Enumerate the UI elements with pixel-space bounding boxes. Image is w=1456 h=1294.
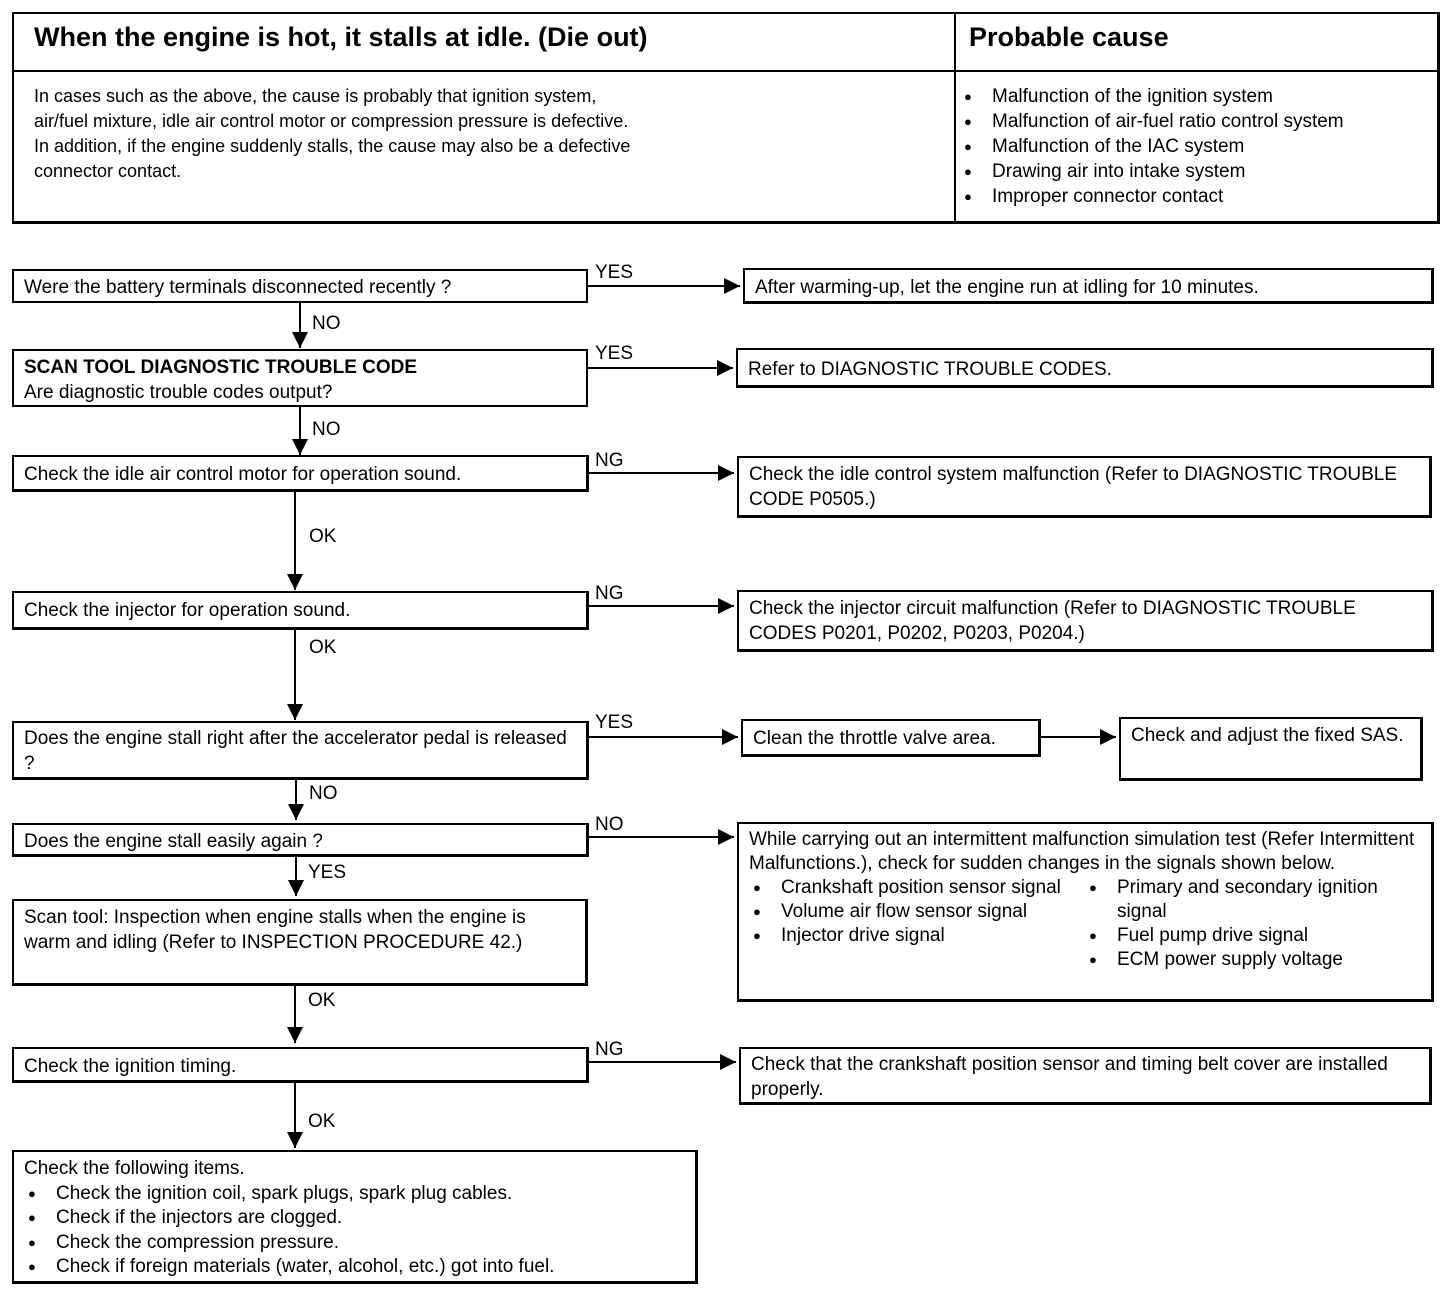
result-text: After warming-up, let the engine run at idling for 10 minutes. [755, 277, 1259, 298]
label-ok: OK [309, 526, 337, 547]
description-line: In addition, if the engine suddenly stalls, the cause may also be a defective [34, 136, 631, 156]
step-heading: SCAN TOOL DIAGNOSTIC TROUBLE CODE [24, 357, 418, 378]
result-crank-sensor-cover [739, 1047, 1432, 1105]
final-check-list [24, 1182, 685, 1280]
label-no: NO [312, 313, 341, 334]
result-intermittent-test [737, 822, 1434, 1002]
step-text: Does the engine stall easily again ? [24, 831, 323, 852]
label-yes: YES [595, 712, 634, 733]
description-line: In cases such as the above, the cause is probably that ignition system, [34, 86, 597, 106]
step-text: Does the engine stall right after the accelerator pedal is released ? [24, 728, 567, 774]
cause-item: ● Malfunction of the ignition system [960, 84, 1430, 109]
label-no: NO [309, 783, 338, 804]
result-adjust-sas [1119, 717, 1423, 781]
check-item: ● Check if foreign materials (water, alcohol, etc.) got into fuel. [24, 1255, 685, 1280]
label-ng: NG [595, 450, 624, 471]
result-text: Check the injector circuit malfunction (Refer to DIAGNOSTIC TROUBLE CODES P0201, P0202, P0203, P0204.) [749, 598, 1356, 644]
step-text: Scan tool: Inspection when engine stalls when the engine is warm and idling (Refer to INSPECTION PROCEDURE 42.) [24, 907, 526, 953]
result-injector-circuit [737, 590, 1434, 652]
check-item: ● Check the ignition coil, spark plugs, spark plug cables. [24, 1182, 685, 1207]
step-injector-sound [12, 591, 589, 630]
step-text: Check the following items. [24, 1158, 245, 1179]
check-item: ● Check the compression pressure. [24, 1231, 685, 1256]
step-text: Are diagnostic trouble codes output? [24, 382, 333, 403]
step-stall-after-pedal [12, 721, 589, 780]
label-yes: YES [308, 862, 347, 883]
cause-item: ● Drawing air into intake system [960, 159, 1430, 184]
signal-item: ● Fuel pump drive signal [1085, 924, 1421, 948]
description-line: connector contact. [34, 161, 182, 181]
label-yes: YES [595, 343, 634, 364]
signal-lists [749, 876, 1421, 972]
probable-cause-title: Probable cause [969, 22, 1169, 52]
result-clean-throttle [741, 719, 1041, 757]
result-text: Check that the crankshaft position sensor and timing belt cover are installed properly. [751, 1054, 1388, 1100]
step-final-checks [12, 1150, 698, 1284]
result-text: Clean the throttle valve area. [753, 728, 996, 749]
label-yes: YES [595, 262, 634, 283]
step-text: Check the idle air control motor for operation sound. [24, 464, 462, 485]
cause-item: ● Malfunction of air-fuel ratio control system [960, 109, 1430, 134]
step-ignition-timing [12, 1047, 589, 1083]
step-text: Check the ignition timing. [24, 1056, 237, 1077]
result-text: Check and adjust the fixed SAS. [1131, 725, 1404, 746]
label-ok: OK [308, 1111, 336, 1132]
result-text: Check the idle control system malfunction (Refer to DIAGNOSTIC TROUBLE CODE P0505.) [749, 464, 1397, 510]
step-scan-tool-dtc [12, 349, 588, 407]
signal-list-left [749, 876, 1085, 972]
result-idle-control [737, 456, 1432, 518]
label-ng: NG [595, 1039, 624, 1060]
result-text: While carrying out an intermittent malfunction simulation test (Refer Intermittent Malfunctions.), check for sudden changes in the signals shown below. [749, 829, 1415, 874]
step-scan-tool-inspection [12, 899, 588, 986]
step-text: Check the injector for operation sound. [24, 600, 351, 621]
signal-item: ● Crankshaft position sensor signal [749, 876, 1085, 900]
label-ng: NG [595, 583, 624, 604]
step-stall-again [12, 823, 589, 857]
label-ok: OK [308, 990, 336, 1011]
check-item: ● Check if the injectors are clogged. [24, 1206, 685, 1231]
result-refer-dtc [736, 348, 1434, 388]
description-line: air/fuel mixture, idle air control motor or compression pressure is defective. [34, 111, 629, 131]
label-no: NO [312, 419, 341, 440]
signal-item: ● Injector drive signal [749, 924, 1085, 948]
step-battery-check [12, 269, 588, 303]
result-warm-up-idle [743, 268, 1434, 304]
signal-item: ● Primary and secondary ignition signal [1085, 876, 1421, 924]
symptom-title: When the engine is hot, it stalls at idle. (Die out) [34, 22, 648, 52]
step-iac-sound [12, 455, 589, 492]
signal-item: ● ECM power supply voltage [1085, 948, 1421, 972]
label-no: NO [595, 814, 624, 835]
signal-list-right [1085, 876, 1421, 972]
signal-item: ● Volume air flow sensor signal [749, 900, 1085, 924]
result-text: Refer to DIAGNOSTIC TROUBLE CODES. [748, 359, 1112, 380]
step-text: Were the battery terminals disconnected recently ? [24, 277, 452, 298]
cause-item: ● Improper connector contact [960, 184, 1430, 209]
cause-item: ● Malfunction of the IAC system [960, 134, 1430, 159]
label-ok: OK [309, 637, 337, 658]
